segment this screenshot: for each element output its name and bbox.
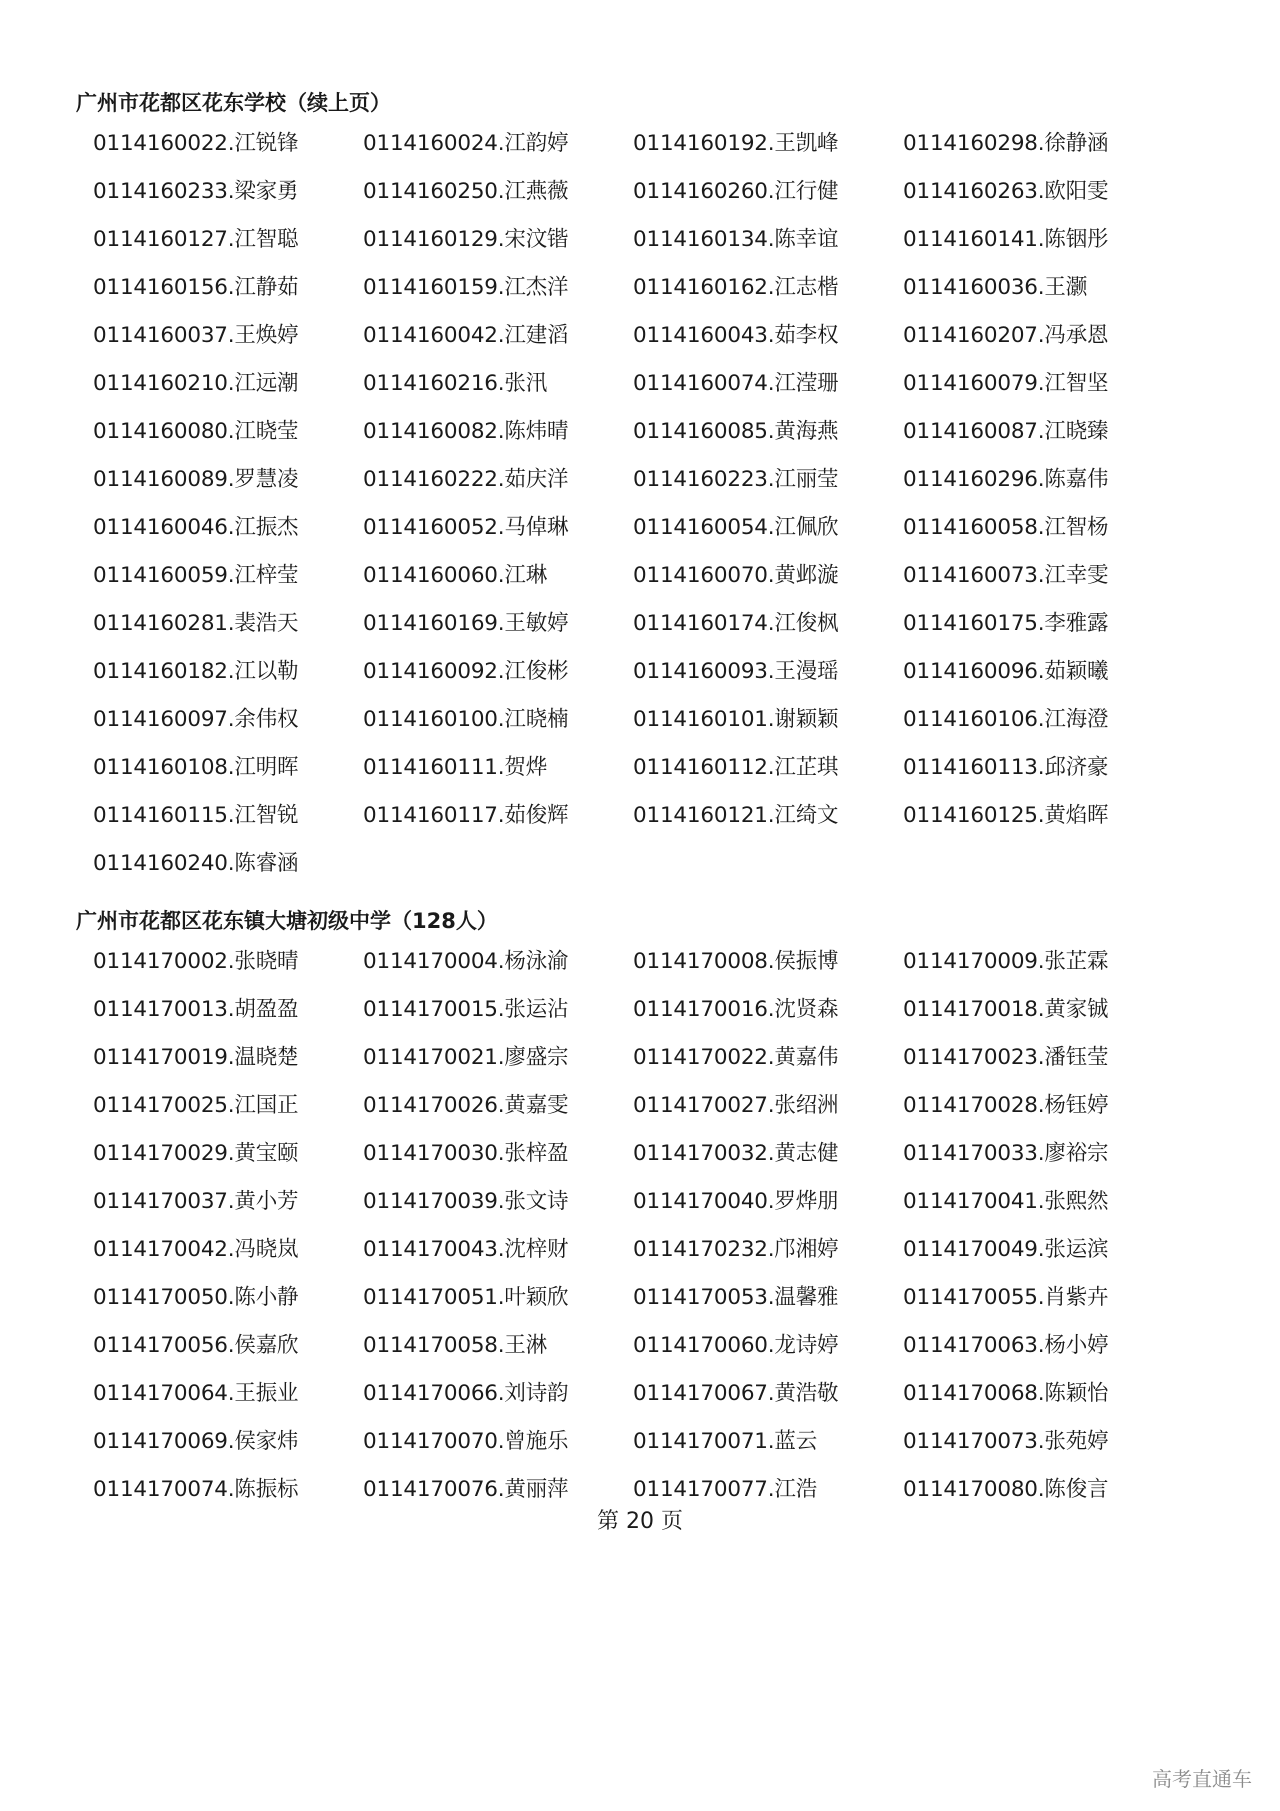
student-entry: 0114170068.陈颖怡 — [903, 1381, 1109, 1406]
student-entry: 0114160046.江振杰 — [93, 515, 299, 540]
student-entry: 0114160223.江丽莹 — [633, 467, 839, 492]
student-entry: 0114160096.茹颖曦 — [903, 659, 1109, 684]
student-entry: 0114170058.王淋 — [363, 1333, 548, 1358]
student-entry: 0114170002.张晓晴 — [93, 949, 299, 974]
student-entry: 0114160074.江滢珊 — [633, 371, 839, 396]
section-title: 广州市花都区花东学校（续上页） — [76, 91, 391, 115]
student-entry: 0114170029.黄宝颐 — [93, 1141, 299, 1166]
student-entry: 0114160125.黄焰晖 — [903, 803, 1109, 828]
student-entry: 0114160250.江燕薇 — [363, 179, 569, 204]
student-entry: 0114170232.邝湘婷 — [633, 1237, 839, 1262]
student-entry: 0114160156.江静茹 — [93, 275, 299, 300]
student-entry: 0114170022.黄嘉伟 — [633, 1045, 839, 1070]
student-entry: 0114160052.马倬琳 — [363, 515, 569, 540]
student-entry: 0114160159.江杰洋 — [363, 275, 569, 300]
student-entry: 0114160024.江韵婷 — [363, 131, 569, 156]
student-entry: 0114160037.王焕婷 — [93, 323, 299, 348]
student-entry: 0114160054.江佩欣 — [633, 515, 839, 540]
student-entry: 0114170008.侯振博 — [633, 949, 839, 974]
student-entry: 0114170009.张芷霖 — [903, 949, 1109, 974]
student-entry: 0114170004.杨泳渝 — [363, 949, 569, 974]
student-entry: 0114170041.张熙然 — [903, 1189, 1109, 1214]
student-entry: 0114170037.黄小芳 — [93, 1189, 299, 1214]
student-entry: 0114170060.龙诗婷 — [633, 1333, 839, 1358]
student-entry: 0114160296.陈嘉伟 — [903, 467, 1109, 492]
student-entry: 0114160222.茹庆洋 — [363, 467, 569, 492]
student-entry: 0114170080.陈俊言 — [903, 1477, 1109, 1502]
student-entry: 0114170027.张绍洲 — [633, 1093, 839, 1118]
watermark: 高考直通车 — [1152, 1767, 1252, 1791]
student-entry: 0114170063.杨小婷 — [903, 1333, 1109, 1358]
student-entry: 0114170074.陈振标 — [93, 1477, 299, 1502]
page-number: 第 20 页 — [597, 1509, 683, 1534]
student-entry: 0114170070.曾施乐 — [363, 1429, 569, 1454]
student-entry: 0114170056.侯嘉欣 — [93, 1333, 299, 1358]
student-entry: 0114170043.沈梓财 — [363, 1237, 569, 1262]
student-entry: 0114160087.江晓臻 — [903, 419, 1109, 444]
student-entry: 0114170016.沈贤森 — [633, 997, 839, 1022]
student-entry: 0114170071.蓝云 — [633, 1429, 818, 1454]
student-entry: 0114160141.陈铟彤 — [903, 227, 1109, 252]
student-entry: 0114170032.黄志健 — [633, 1141, 839, 1166]
student-entry: 0114160089.罗慧凌 — [93, 467, 299, 492]
student-entry: 0114170033.廖裕宗 — [903, 1141, 1109, 1166]
student-entry: 0114170064.王振业 — [93, 1381, 299, 1406]
student-entry: 0114170028.杨钰婷 — [903, 1093, 1109, 1118]
student-entry: 0114170023.潘钰莹 — [903, 1045, 1109, 1070]
student-entry: 0114160117.茹俊辉 — [363, 803, 569, 828]
student-entry: 0114160134.陈幸谊 — [633, 227, 839, 252]
student-entry: 0114160073.江幸雯 — [903, 563, 1109, 588]
student-entry: 0114160043.茹李权 — [633, 323, 839, 348]
student-entry: 0114160115.江智锐 — [93, 803, 299, 828]
student-entry: 0114160093.王漫瑶 — [633, 659, 839, 684]
student-entry: 0114160298.徐静涵 — [903, 131, 1109, 156]
student-entry: 0114170076.黄丽萍 — [363, 1477, 569, 1502]
student-entry: 0114170073.张苑婷 — [903, 1429, 1109, 1454]
student-entry: 0114170039.张文诗 — [363, 1189, 569, 1214]
student-entry: 0114160129.宋汶锴 — [363, 227, 569, 252]
student-entry: 0114160113.邱济豪 — [903, 755, 1109, 780]
student-entry: 0114160058.江智杨 — [903, 515, 1109, 540]
school-section — [76, 904, 1206, 1522]
student-entry: 0114160175.李雅露 — [903, 611, 1109, 636]
student-list — [93, 128, 1206, 896]
student-entry: 0114170055.肖紫卉 — [903, 1285, 1109, 1310]
student-entry: 0114160233.梁家勇 — [93, 179, 299, 204]
student-entry: 0114170066.刘诗韵 — [363, 1381, 569, 1406]
student-entry: 0114170018.黄家铖 — [903, 997, 1109, 1022]
student-entry: 0114170019.温晓楚 — [93, 1045, 299, 1070]
student-entry: 0114170013.胡盈盈 — [93, 997, 299, 1022]
student-entry: 0114160060.江琳 — [363, 563, 548, 588]
school-section — [76, 86, 1206, 896]
student-entry: 0114170025.江国正 — [93, 1093, 299, 1118]
student-entry: 0114160174.江俊枫 — [633, 611, 839, 636]
student-entry: 0114160079.江智坚 — [903, 371, 1109, 396]
student-entry: 0114160106.江海澄 — [903, 707, 1109, 732]
student-entry: 0114160100.江晓楠 — [363, 707, 569, 732]
student-entry: 0114160082.陈炜晴 — [363, 419, 569, 444]
student-entry: 0114160260.江行健 — [633, 179, 839, 204]
student-entry: 0114160059.江梓莹 — [93, 563, 299, 588]
student-entry: 0114160240.陈睿涵 — [93, 851, 299, 876]
student-entry: 0114160162.江志楷 — [633, 275, 839, 300]
student-entry: 0114160216.张汛 — [363, 371, 548, 396]
student-entry: 0114160207.冯承恩 — [903, 323, 1109, 348]
student-entry: 0114170042.冯晓岚 — [93, 1237, 299, 1262]
student-entry: 0114170053.温馨雅 — [633, 1285, 839, 1310]
student-entry: 0114160036.王灏 — [903, 275, 1088, 300]
student-entry: 0114160042.江建滔 — [363, 323, 569, 348]
student-entry: 0114170069.侯家炜 — [93, 1429, 299, 1454]
student-entry: 0114160127.江智聪 — [93, 227, 299, 252]
student-entry: 0114170050.陈小静 — [93, 1285, 299, 1310]
student-entry: 0114160210.江远潮 — [93, 371, 299, 396]
student-entry: 0114160085.黄海燕 — [633, 419, 839, 444]
student-entry: 0114170030.张梓盈 — [363, 1141, 569, 1166]
student-entry: 0114160097.余伟权 — [93, 707, 299, 732]
student-entry: 0114160281.裴浩天 — [93, 611, 299, 636]
student-entry: 0114160112.江芷琪 — [633, 755, 839, 780]
student-entry: 0114170026.黄嘉雯 — [363, 1093, 569, 1118]
student-entry: 0114170049.张运滨 — [903, 1237, 1109, 1262]
student-entry: 0114160121.江绮文 — [633, 803, 839, 828]
student-entry: 0114160108.江明晖 — [93, 755, 299, 780]
student-entry: 0114160182.江以勒 — [93, 659, 299, 684]
student-entry: 0114170040.罗烨朋 — [633, 1189, 839, 1214]
student-list — [93, 946, 1206, 1522]
student-entry: 0114170067.黄浩敬 — [633, 1381, 839, 1406]
student-entry: 0114160263.欧阳雯 — [903, 179, 1109, 204]
student-entry: 0114160192.王凯峰 — [633, 131, 839, 156]
student-entry: 0114160092.江俊彬 — [363, 659, 569, 684]
student-entry: 0114160111.贺烨 — [363, 755, 548, 780]
student-entry: 0114170015.张运沾 — [363, 997, 569, 1022]
student-entry: 0114170051.叶颖欣 — [363, 1285, 569, 1310]
student-entry: 0114160022.江锐锋 — [93, 131, 299, 156]
student-entry: 0114170021.廖盛宗 — [363, 1045, 569, 1070]
student-entry: 0114160169.王敏婷 — [363, 611, 569, 636]
student-entry: 0114160101.谢颖颖 — [633, 707, 839, 732]
section-title: 广州市花都区花东镇大塘初级中学（128人） — [76, 909, 498, 933]
student-entry: 0114170077.江浩 — [633, 1477, 818, 1502]
student-entry: 0114160070.黄邺漩 — [633, 563, 839, 588]
student-entry: 0114160080.江晓莹 — [93, 419, 299, 444]
